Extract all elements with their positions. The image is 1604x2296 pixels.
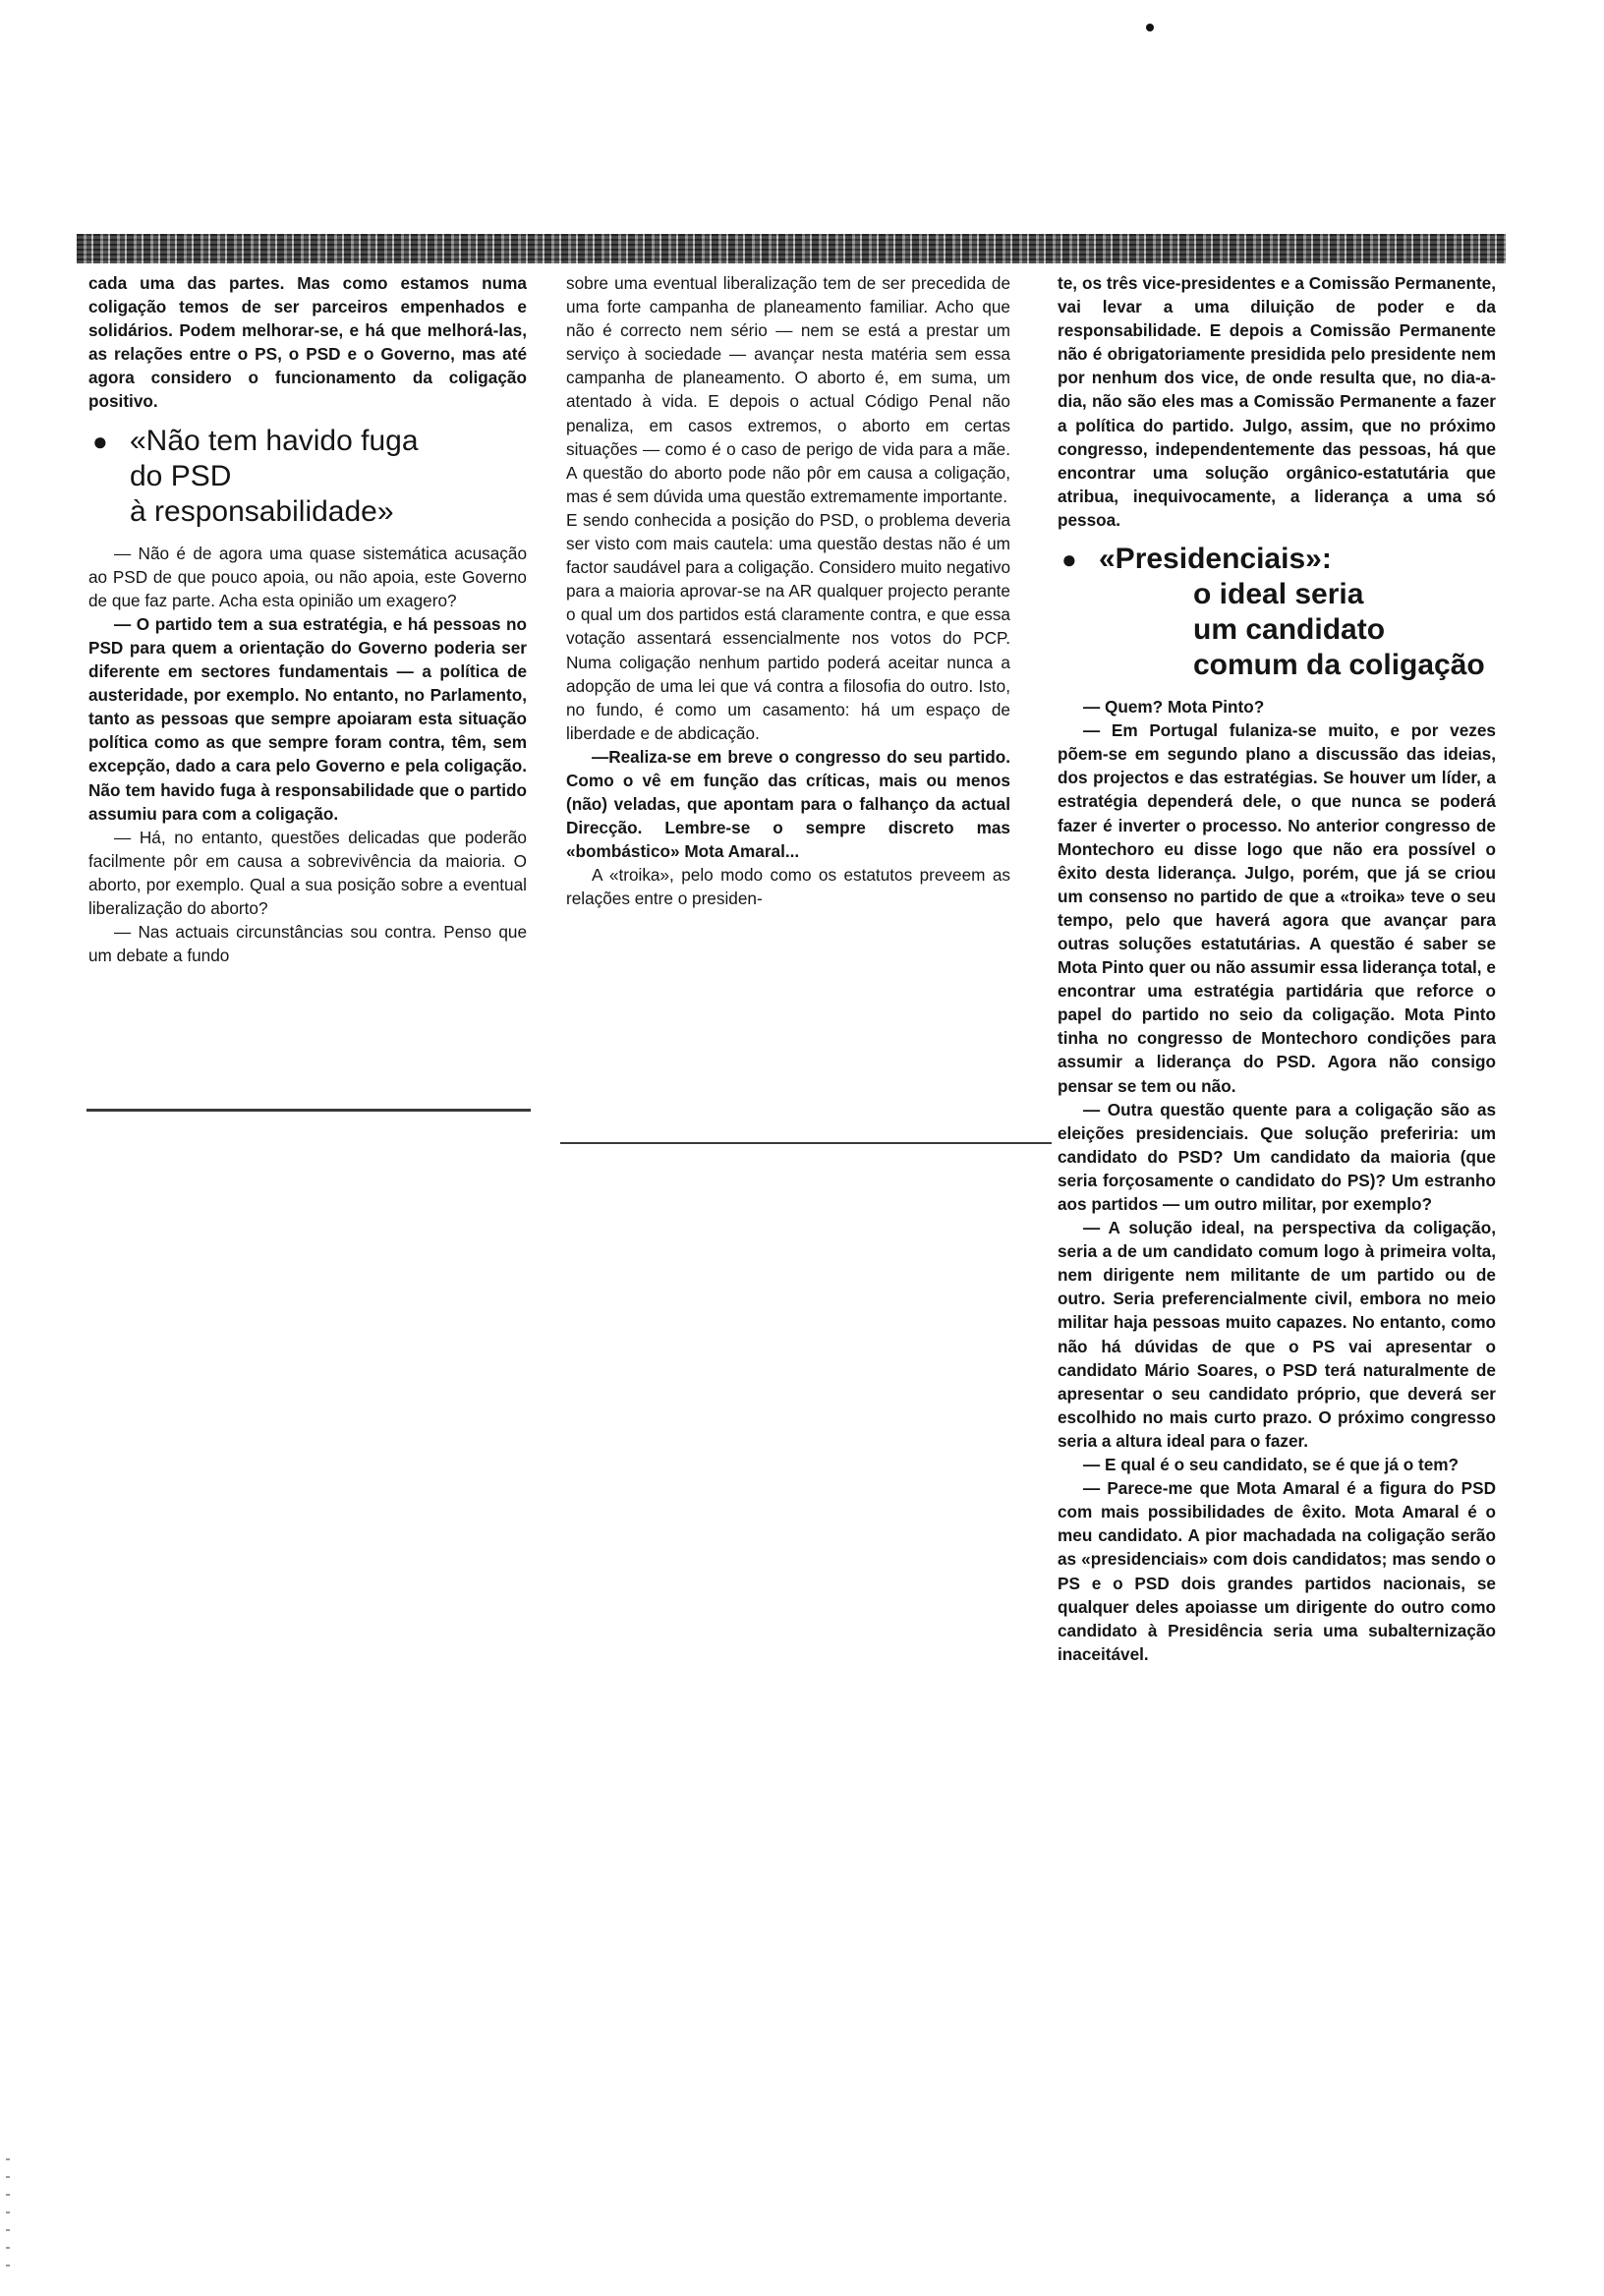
col1-opening-paragraph: cada uma das partes. Mas como estamos numa coligação temos de ser parceiros empenhados e solidários. Podem melhorar-se, e há que melhorá-las, as relações entre o PS, o PSD e o Governo, mas até agora considero o funcionamento da coligação positivo. (88, 273, 527, 412)
header-rule-band (77, 234, 1506, 263)
col1-bottom-rule (86, 1109, 531, 1112)
col3-subheading-line: um candidato (1193, 613, 1386, 647)
col3-question-6: — E qual é o seu candidato, se é que já o tem? (1083, 1455, 1460, 1475)
scan-margin-marks (6, 2158, 10, 2276)
col1-question-1: — Não é de agora uma quase sistemática acusação ao PSD de que pouco apoia, ou não apoia, este Governo de que faz parte. Acha esta opinião um exagero? (88, 543, 527, 610)
bullet-icon: ● (1061, 545, 1077, 575)
col3-answer-6: — Parece-me que Mota Amaral é a figura do PSD com mais possibilidades de êxito. Mota Amaral é o meu candidato. A pior machadada na coligação serão as «presidenciais» com dois candidatos; mas sendo o PS e o PSD dois grandes partidos nacionais, se qualquer deles apoiasse um dirigente do outro como candidato à Presidência seria uma subalternização inaceitável. (1058, 1478, 1496, 1664)
col3-answer-5: — A solução ideal, na perspectiva da coligação, seria a de um candidato comum logo à primeira volta, nem dirigente nem militante de um partido ou de outro. Seria preferencialmente civil, embora no meio militar haja pessoas muito capazes. No entanto, como não há dúvidas de que o PS vai apresentar o candidato Mário Soares, o PSD terá naturalmente de apresentar o seu candidato próprio, que deverá ser escolhido no mais curto prazo. O próximo congresso seria a altura ideal para o fazer. (1058, 1218, 1496, 1451)
col1-subheading-lines (130, 424, 419, 530)
col3-opening-paragraph: te, os três vice-presidentes e a Comissão Permanente, vai levar a uma diluição de poder e da responsabilidade. E depois a Comissão Permanente não é obrigatoriamente presidida pelo presidente nem por nenhum dos vice, de onde resulta que, no dia-a-dia, não são eles mas a Comissão Permanente a fazer a política do partido. Julgo, assim, que no próximo congresso, independentemente das pessoas, há que encontrar uma solução orgânico-estatutária que atribua, inequivocamente, a liderança a uma só pessoa. (1058, 273, 1496, 530)
column-3 (1058, 271, 1496, 1666)
stray-dot (1146, 24, 1154, 31)
col3-subheading-lines (1099, 542, 1485, 683)
bullet-icon: ● (92, 426, 108, 456)
col3-subheading-line: o ideal seria (1193, 578, 1364, 611)
col2-question-3: —Realiza-se em breve o congresso do seu partido. Como o vê em função das críticas, mais ou menos (não) veladas, que apontam para o falhanço da actual Direcção. Lembre-se o sempre discreto mas «bombástico» Mota Amaral... (566, 746, 1010, 862)
col3-answer-4: — Em Portugal fulaniza-se muito, e por vezes põem-se em segundo plano a discussão das ideias, dos projectos e das estratégias. Se houver um líder, a estratégia dependerá dele, o que nunca se poderá fazer é inverter o processo. No anterior congresso de Montechoro eu disse logo que não era possível o êxito desta liderança. Julgo, porém, que já se criou um consenso no partido de que a «troika» teve o seu tempo, pelo que haverá agora que avançar para outras soluções estatutárias. A questão é saber se Mota Pinto quer ou não assumir essa liderança total, e encontrar uma estratégia partidária que reforce o papel do partido no seio da coligação. Mota Pinto tinha no congresso de Montechoro condições para assumir a liderança do PSD. Agora não consigo pensar se tem ou não. (1058, 720, 1496, 1096)
col1-question-2: — Há, no entanto, questões delicadas que poderão facilmente pôr em causa a sobrevivência da maioria. O aborto, por exemplo. Qual a sua posição sobre a eventual liberalização do aborto? (88, 827, 527, 918)
col2-bottom-rule (560, 1142, 1052, 1144)
col1-subheading-line: à responsabilidade» (130, 494, 394, 528)
col1-subheading-line: «Não tem havido fuga (130, 424, 419, 457)
col1-answer-2: — Nas actuais circunstâncias sou contra. Penso que um debate a fundo (88, 922, 527, 966)
col3-question-4: — Quem? Mota Pinto? (1083, 697, 1265, 718)
col3-subheading-line: «Presidenciais»: (1099, 543, 1332, 576)
col2-paragraph-2: E sendo conhecida a posição do PSD, o problema deveria ser visto com mais cautela: uma questão destas não é um factor saudável para a coligação. Considero muito negativo para a maioria aprovar-se na AR qualquer projecto perante o qual um dos partidos está claramente contra, e que essa votação assentará essencialmente nos votos do PCP. Numa coligação nenhum partido poderá aceitar nunca a adopção de uma lei que vá contra a filosofia do outro. Isto, no fundo, é como um casamento: há um espaço de liberdade e de abdicação. (566, 509, 1010, 743)
col3-subheading (1058, 542, 1496, 683)
col1-answer-1: — O partido tem a sua estratégia, e há pessoas no PSD para quem a orientação do Governo poderia ser diferente em sectores fundamentais — a política de austeridade, por exemplo. No entanto, no Parlamento, tanto as pessoas que sempre apoiaram esta situação política como as que sempre foram contra, têm, sem excepção, dado a cara pelo Governo e pela coligação. Não tem havido fuga à responsabilidade que o partido assumiu para com a coligação. (88, 613, 527, 824)
col3-subheading-line: comum da coligação (1193, 649, 1485, 682)
col2-answer-3: A «troika», pelo modo como os estatutos preveem as relações entre o presiden- (566, 865, 1010, 909)
column-2 (566, 271, 1010, 911)
col2-paragraph-1: sobre uma eventual liberalização tem de ser precedida de uma forte campanha de planeamento familiar. Acho que não é correcto nem sério — nem se está a prestar um serviço à sociedade — avançar nesta matéria sem essa campanha de planeamento. O aborto é, em suma, um atentado à vida. E depois o actual Código Penal não penaliza, em casos extremos, o aborto em certas situações — como é o caso de perigo de vida para a mãe. A questão do aborto pode não pôr em causa a coligação, mas é sem dúvida uma questão extremamente importante. (566, 273, 1010, 506)
col1-subheading (88, 424, 527, 530)
col3-question-5: — Outra questão quente para a coligação são as eleições presidenciais. Que solução preferiria: um candidato do PSD? Um candidato da maioria (que seria forçosamente o candidato do PS)? Um estranho aos partidos — um outro militar, por exemplo? (1058, 1099, 1496, 1214)
col1-subheading-line: do PSD (130, 459, 232, 492)
column-1 (88, 271, 527, 967)
